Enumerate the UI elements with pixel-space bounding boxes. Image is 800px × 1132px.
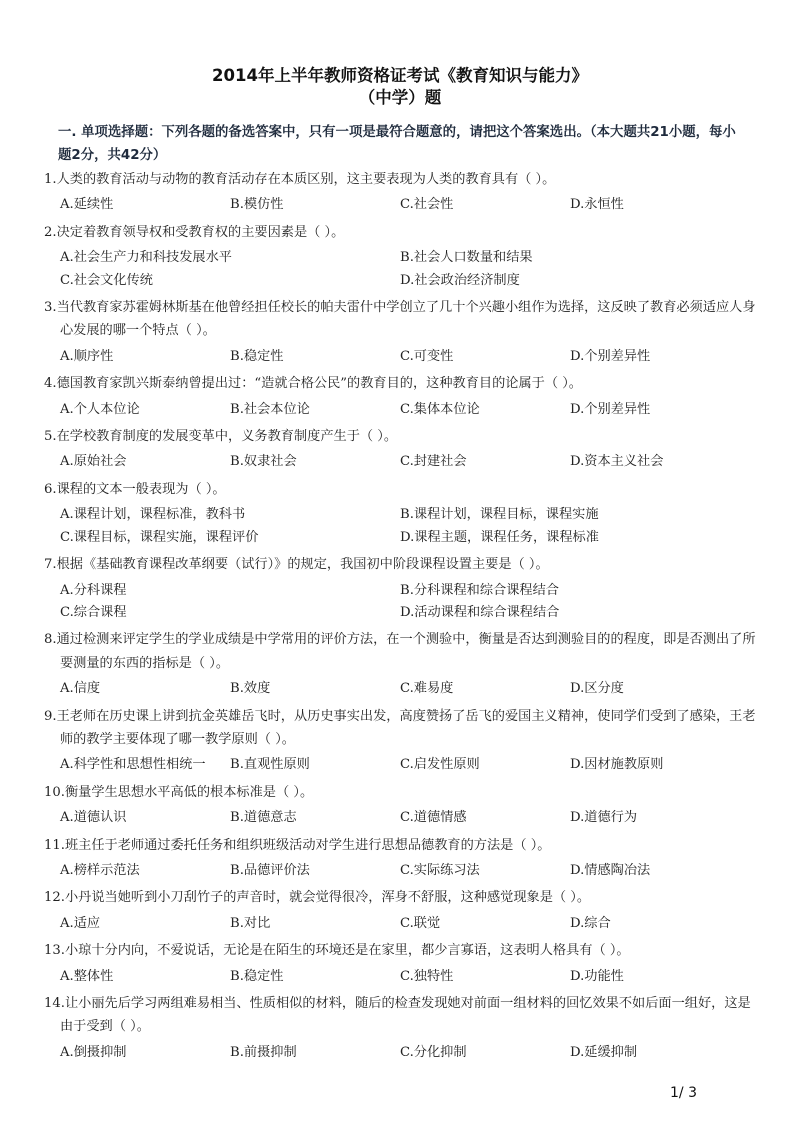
question-6 bbox=[44, 478, 756, 549]
question-stem: 14.让小丽先后学习两组难易相当、性质相似的材料，随后的检查发现她对前面一组材料的回忆效果不如后面一组好，这是由于受到（ ）。 bbox=[44, 996, 751, 1035]
question-stem: 1.人类的教育活动与动物的教育活动存在本质区别，这主要表现为人类的教育具有（ ）。 bbox=[44, 172, 556, 187]
option-d: D.情感陶冶法 bbox=[570, 862, 651, 878]
question-2 bbox=[44, 221, 756, 292]
question-stem: 2.决定着教育领导权和受教育权的主要因素是（ ）。 bbox=[44, 224, 345, 240]
option-b: B.稳定性 bbox=[230, 968, 284, 984]
option-d: D.个别差异性 bbox=[570, 401, 651, 417]
question-4 bbox=[44, 372, 756, 421]
option-b: B.对比 bbox=[230, 915, 271, 931]
option-c: C.实际练习法 bbox=[400, 862, 480, 878]
option-a: A.延续性 bbox=[60, 197, 114, 213]
option-a: A.科学性和思想性相统一 bbox=[60, 757, 206, 773]
option-d: D.综合 bbox=[570, 915, 611, 931]
option-c: C.可变性 bbox=[400, 348, 454, 364]
option-d: D.因材施教原则 bbox=[570, 757, 664, 773]
question-10 bbox=[44, 781, 756, 830]
option-c: C.集体本位论 bbox=[400, 401, 480, 417]
option-b: B.社会人口数量和结果 bbox=[400, 250, 533, 266]
option-a: A.榜样示范法 bbox=[60, 862, 140, 878]
question-8 bbox=[44, 628, 756, 700]
option-c: C.社会性 bbox=[400, 197, 454, 213]
option-a: A.道德认识 bbox=[60, 810, 127, 826]
section-header: 一. 单项选择题：下列各题的备选答案中，只有一项是最符合题意的，请把这个答案选出。（本大题共21小题，每小题2分，共42分） bbox=[58, 125, 736, 163]
option-a: A.顺序性 bbox=[60, 348, 114, 364]
option-c: C.联觉 bbox=[400, 915, 441, 931]
question-11 bbox=[44, 834, 756, 883]
question-14 bbox=[44, 992, 756, 1064]
option-d: D.延缓抑制 bbox=[570, 1044, 638, 1060]
option-a: A.课程计划，课程标准，教科书 bbox=[60, 507, 246, 523]
option-b: B.稳定性 bbox=[230, 348, 284, 364]
option-b: B.品德评价法 bbox=[230, 862, 310, 878]
option-d: D.道德行为 bbox=[570, 810, 638, 826]
question-stem: 9.王老师在历史课上讲到抗金英雄岳飞时，从历史事实出发，高度赞扬了岳飞的爱国主义精神，使同学们受到了感染，王老师的教学主要体现了哪一教学原则（ ）。 bbox=[44, 708, 756, 747]
option-b: B.前摄抑制 bbox=[230, 1044, 297, 1060]
option-a: A.社会生产力和科技发展水平 bbox=[60, 250, 232, 266]
option-d: D.社会政治经济制度 bbox=[400, 272, 520, 288]
question-12 bbox=[44, 886, 756, 935]
page-number: 1/ 3 bbox=[670, 1085, 697, 1101]
option-a: A.整体性 bbox=[60, 968, 114, 984]
option-a: A.分科课程 bbox=[60, 582, 127, 598]
question-13 bbox=[44, 939, 756, 988]
option-b: B.模仿性 bbox=[230, 197, 284, 213]
option-d: D.永恒性 bbox=[570, 197, 624, 213]
question-3 bbox=[44, 296, 756, 368]
question-stem: 7.根据《基础教育课程改革纲要（试行）》的规定，我国初中阶段课程设置主要是（ ）。 bbox=[44, 557, 549, 573]
option-b: B.分科课程和综合课程结合 bbox=[400, 582, 559, 598]
option-d: D.课程主题，课程任务，课程标准 bbox=[400, 529, 599, 545]
option-d: D.区分度 bbox=[570, 681, 624, 697]
option-c: C.社会文化传统 bbox=[60, 272, 153, 288]
question-list bbox=[44, 168, 756, 1068]
question-stem: 4.德国教育家凯兴斯泰纳曾提出过：“造就合格公民”的教育目的，这种教育目的论属于（ ）。 bbox=[44, 376, 582, 392]
question-stem: 8.通过检测来评定学生的学业成绩是中学常用的评价方法，在一个测验中，衡量是否达到测验目的的程度，即是否测出了所要测量的东西的指标是（ ）。 bbox=[44, 632, 756, 671]
question-stem: 11.班主任于老师通过委托任务和组织班级活动对学生进行思想品德教育的方法是（ ）。 bbox=[44, 837, 551, 853]
option-b: B.直观性原则 bbox=[230, 757, 310, 773]
option-c: C.分化抑制 bbox=[400, 1044, 467, 1060]
option-c: C.独特性 bbox=[400, 968, 454, 984]
option-d: D.资本主义社会 bbox=[570, 454, 664, 470]
option-a: A.原始社会 bbox=[60, 454, 127, 470]
option-c: C.综合课程 bbox=[60, 604, 127, 620]
question-stem: 6.课程的文本一般表现为（ ）。 bbox=[44, 481, 226, 497]
option-c: C.封建社会 bbox=[400, 454, 467, 470]
option-b: B.奴隶社会 bbox=[230, 454, 297, 470]
question-7 bbox=[44, 553, 756, 624]
question-5 bbox=[44, 425, 756, 474]
option-b: B.课程计划，课程目标，课程实施 bbox=[400, 507, 599, 523]
option-b: B.社会本位论 bbox=[230, 401, 310, 417]
question-stem: 12.小丹说当她听到小刀刮竹子的声音时，就会觉得很冷，浑身不舒服，这种感觉现象是（ ）。 bbox=[44, 890, 591, 906]
option-d: D.个别差异性 bbox=[570, 348, 651, 364]
question-stem: 5.在学校教育制度的发展变革中，义务教育制度产生于（ ）。 bbox=[44, 429, 398, 445]
option-d: D.活动课程和综合课程结合 bbox=[400, 604, 560, 620]
option-c: C.课程目标，课程实施，课程评价 bbox=[60, 529, 259, 545]
option-b: B.道德意志 bbox=[230, 810, 297, 826]
option-c: C.难易度 bbox=[400, 681, 454, 697]
document-title-line2: （中学）题 bbox=[358, 88, 442, 107]
option-c: C.启发性原则 bbox=[400, 757, 480, 773]
option-b: B.效度 bbox=[230, 681, 271, 697]
option-a: A.倒摄抑制 bbox=[60, 1044, 127, 1060]
option-a: A.个人本位论 bbox=[60, 401, 140, 417]
document-title-line1: 2014年上半年教师资格证考试《教育知识与能力》 bbox=[212, 66, 588, 85]
question-1 bbox=[44, 168, 756, 217]
question-9 bbox=[44, 705, 756, 777]
option-a: A.适应 bbox=[60, 915, 101, 931]
question-stem: 13.小琼十分内向，不爱说话，无论是在陌生的环境还是在家里，都少言寡语，这表明人格具有（ ）。 bbox=[44, 943, 630, 959]
question-stem: 3.当代教育家苏霍姆林斯基在他曾经担任校长的帕夫雷什中学创立了几十个兴趣小组作为选择，这反映了教育必须适应人身心发展的哪一个特点（ ）。 bbox=[44, 300, 756, 339]
option-a: A.信度 bbox=[60, 681, 101, 697]
option-c: C.道德情感 bbox=[400, 810, 467, 826]
question-stem: 10.衡量学生思想水平高低的根本标准是（ ）。 bbox=[44, 784, 314, 800]
option-d: D.功能性 bbox=[570, 968, 624, 984]
